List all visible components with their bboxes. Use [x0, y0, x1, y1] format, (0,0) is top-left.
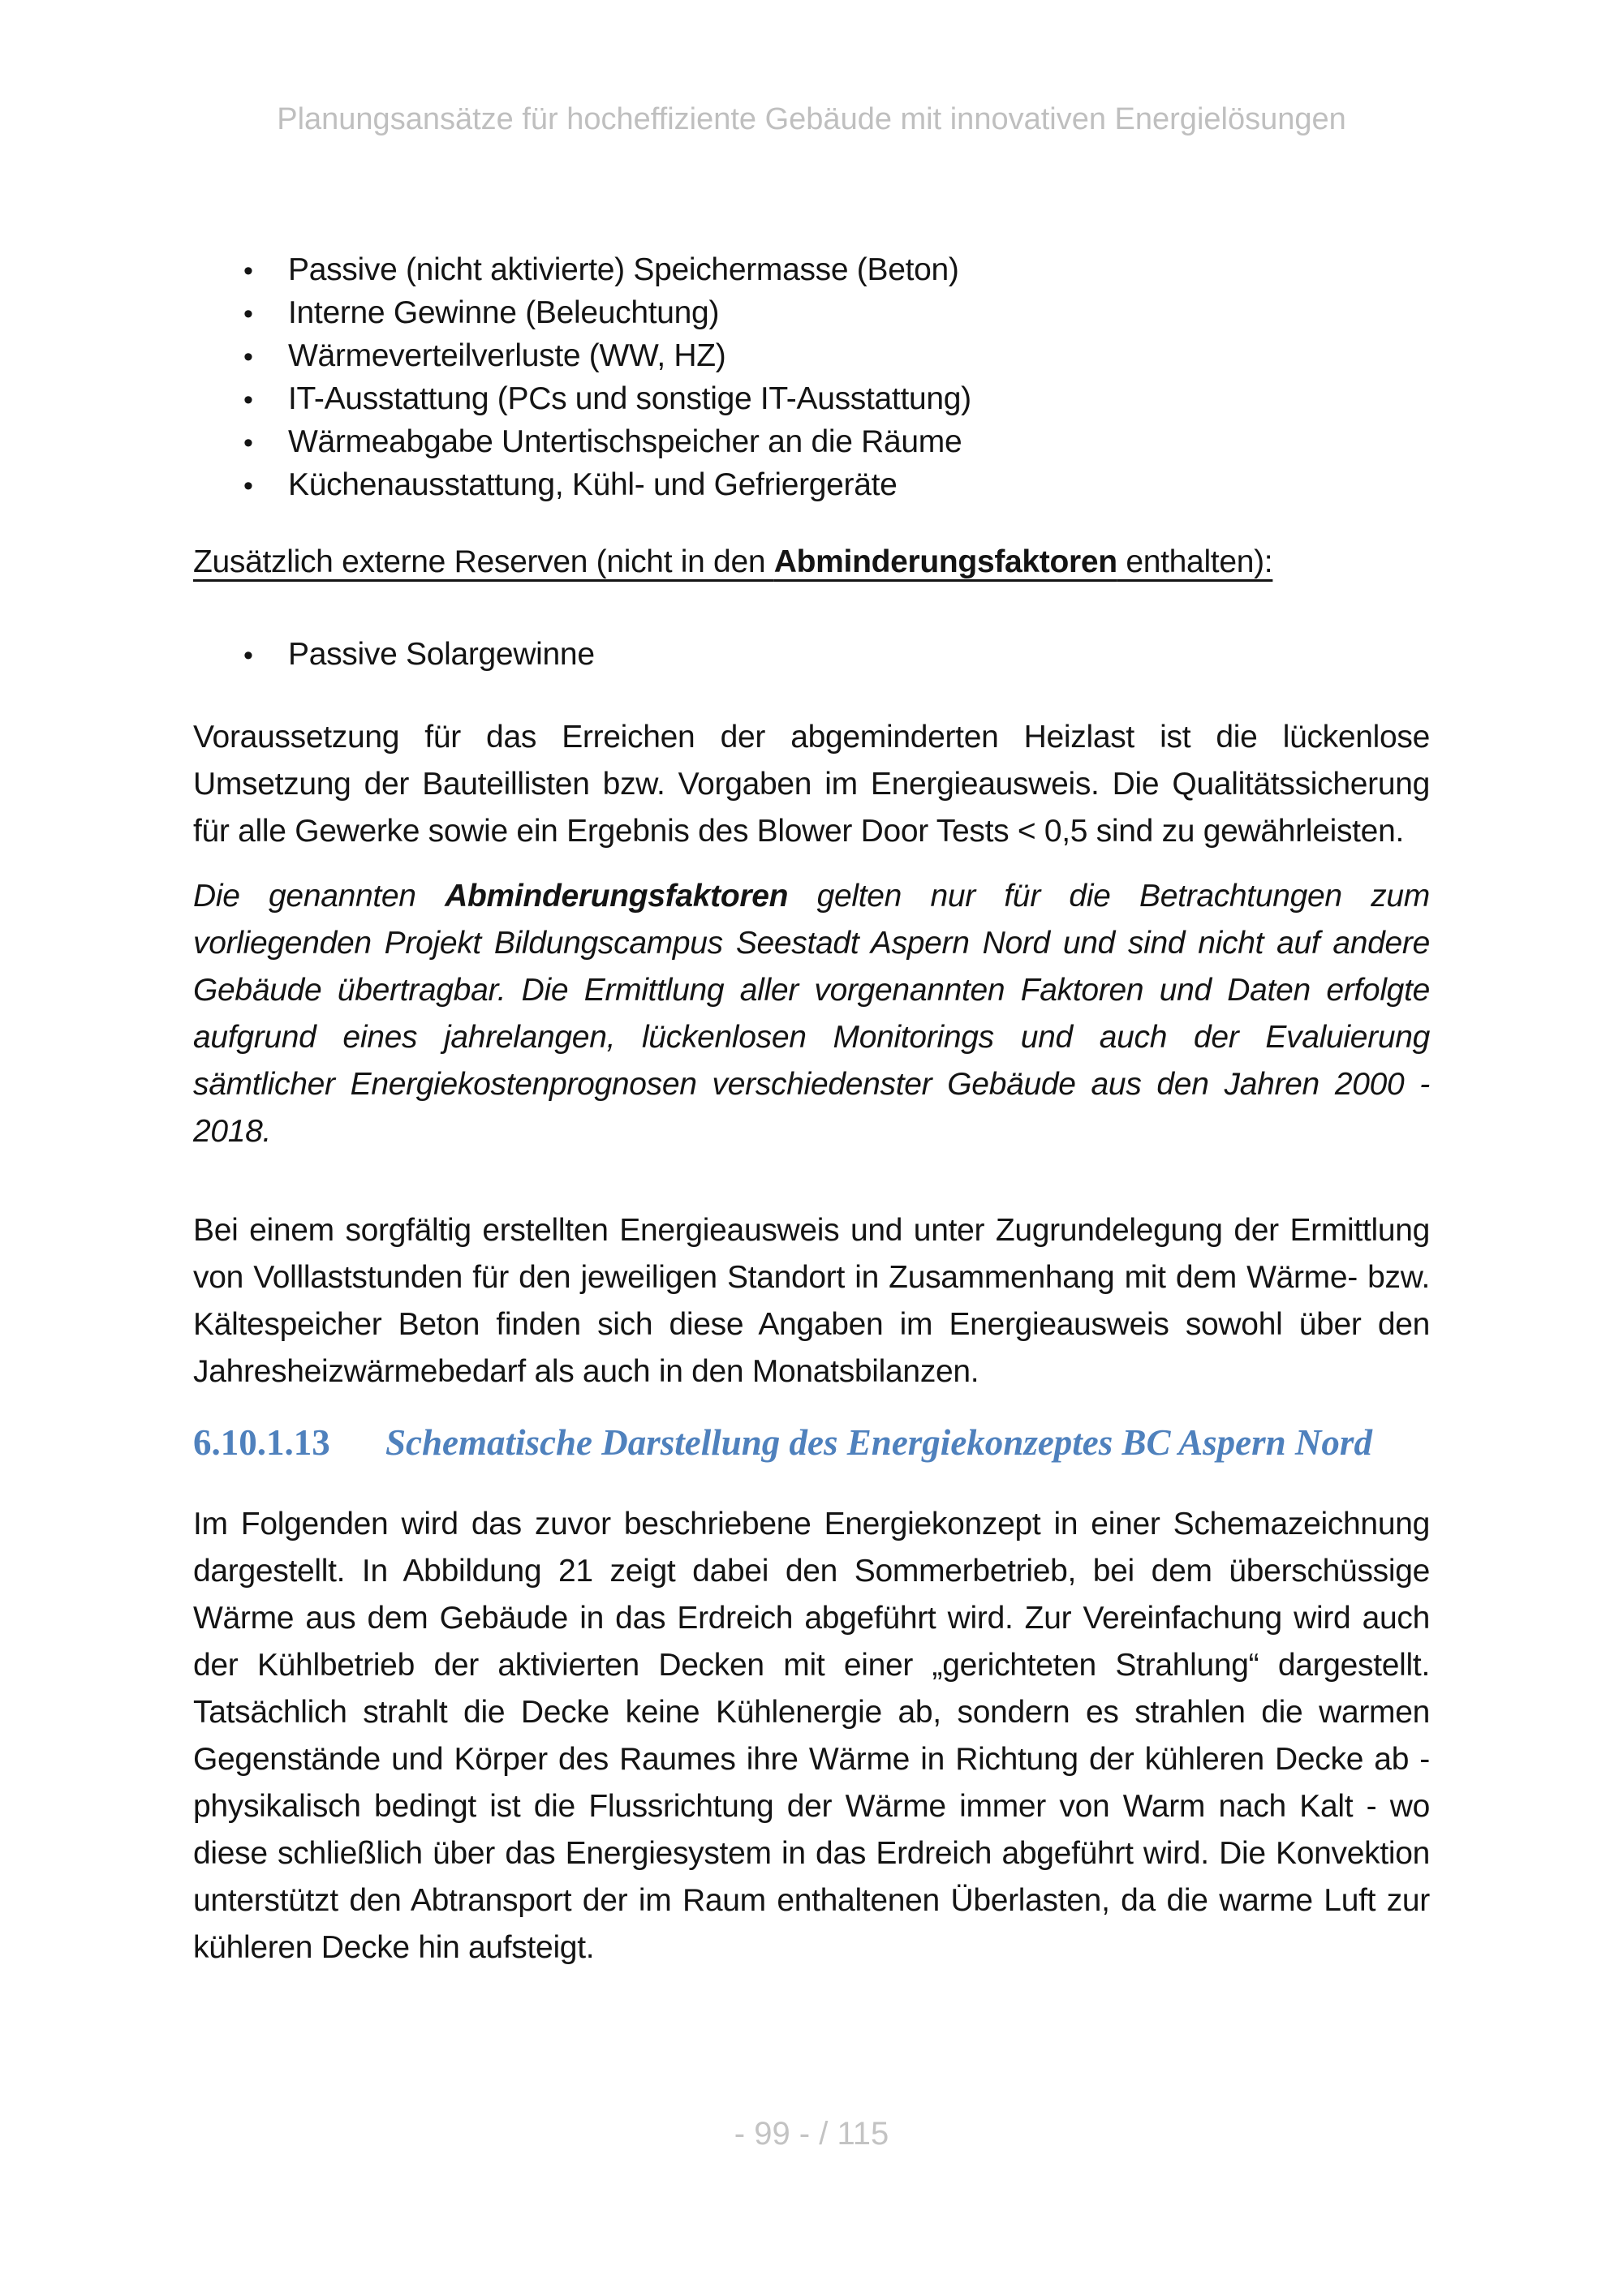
paragraph-requirements: Voraussetzung für das Erreichen der abgeminderten Heizlast ist die lückenlose Umsetzung der Bauteillisten bzw. Vorgaben im Energieausweis. Die Qualitätssicherung für alle Gewerke sowie ein Ergebnis des Blower Door Tests < 0,5 sind zu gewährleisten.	[193, 720, 1430, 849]
reserves-heading	[193, 540, 1430, 585]
list-item-label: Interne Gewinne (Beleuchtung)	[288, 295, 720, 330]
list-item-label: Passive (nicht aktivierte) Speichermasse (Beton)	[288, 252, 959, 287]
paragraph-disclaimer	[193, 873, 1430, 1155]
list-item	[193, 292, 1430, 335]
bullet-icon: •	[243, 471, 253, 501]
page-content	[0, 249, 1623, 1971]
list-item	[193, 378, 1430, 421]
section-heading	[193, 1420, 1430, 1465]
list-item-label: Wärmeverteilverluste (WW, HZ)	[288, 338, 726, 373]
reserves-heading-pre: Zusätzlich externe Reserven (nicht in den	[193, 544, 774, 579]
bullet-icon: •	[243, 385, 253, 415]
list-item	[193, 249, 1430, 292]
factors-bullet-list	[193, 249, 1430, 507]
bullet-icon: •	[243, 256, 253, 286]
list-item	[193, 464, 1430, 507]
list-item-label: Passive Solargewinne	[288, 637, 595, 672]
section-heading-title: Schematische Darstellung des Energiekonzeptes BC Aspern Nord	[385, 1422, 1372, 1463]
paragraph-schematic: Im Folgenden wird das zuvor beschriebene Energiekonzept in einer Schemazeichnung dargestellt. In Abbildung 21 zeigt dabei den Sommerbetrieb, bei dem überschüssige Wärme aus dem Gebäude in das Erdreich abgeführt wird. Zur Vereinfachung wird auch der Kühlbetrieb der aktivierten Decken mit einer „gerichteten Strahlung“ dargestellt. Tatsächlich strahlt die Decke keine Kühlenergie ab, sondern es strahlen die warmen Gegenstände und Körper des Raumes ihre Wärme in Richtung der kühleren Decke ab - physikalisch bedingt ist die Flussrichtung der Wärme immer von Warm nach Kalt - wo diese schließlich über das Energiesystem in das Erdreich abgeführt wird. Die Konvektion unterstützt den Abtransport der im Raum enthaltenen Überlasten, da die warme Luft zur kühleren Decke hin aufsteigt.	[193, 1507, 1430, 1965]
disclaimer-bold: Abminderungsfaktoren	[445, 879, 789, 914]
bullet-icon: •	[243, 640, 253, 671]
paragraph-energy-certificate: Bei einem sorgfältig erstellten Energieausweis und unter Zugrundelegung der Ermittlung von Volllaststunden für den jeweiligen Standort in Zusammenhang mit dem Wärme- bzw. Kältespeicher Beton finden sich diese Angaben im Energieausweis sowohl über den Jahresheizwärmebedarf als auch in den Monatsbilanzen.	[193, 1213, 1430, 1389]
list-item	[193, 634, 1430, 677]
disclaimer-pre: Die genannten	[193, 879, 446, 914]
page-footer: - 99 - / 115	[734, 2116, 889, 2152]
disclaimer-post: gelten nur für die Betrachtungen zum vorliegenden Projekt Bildungscampus Seestadt Aspern Nord und sind nicht auf andere Gebäude übertragbar. Die Ermittlung aller vorgenannten Faktoren und Daten erfolgte aufgrund eines jahrelangen, lückenlosen Monitorings und auch der Evaluierung sämtlicher Energiekostenprognosen verschiedenster Gebäude aus den Jahren 2000 - 2018.	[193, 879, 1430, 1149]
bullet-icon: •	[243, 428, 253, 458]
list-item	[193, 335, 1430, 378]
bullet-icon: •	[243, 299, 253, 329]
list-item	[193, 421, 1430, 464]
reserves-bullet-list	[193, 634, 1430, 677]
page-header: Planungsansätze für hocheffiziente Gebäude mit innovativen Energielösungen	[277, 102, 1346, 136]
bullet-icon: •	[243, 342, 253, 372]
reserves-heading-bold: Abminderungsfaktoren	[773, 544, 1117, 579]
list-item-label: Küchenausstattung, Kühl- und Gefriergeräte	[288, 467, 898, 502]
section-heading-number: 6.10.1.13	[193, 1422, 330, 1463]
list-item-label: IT-Ausstattung (PCs und sonstige IT-Ausstattung)	[288, 381, 971, 416]
list-item-label: Wärmeabgabe Untertischspeicher an die Räume	[288, 424, 962, 459]
reserves-heading-post: enthalten):	[1117, 544, 1273, 579]
